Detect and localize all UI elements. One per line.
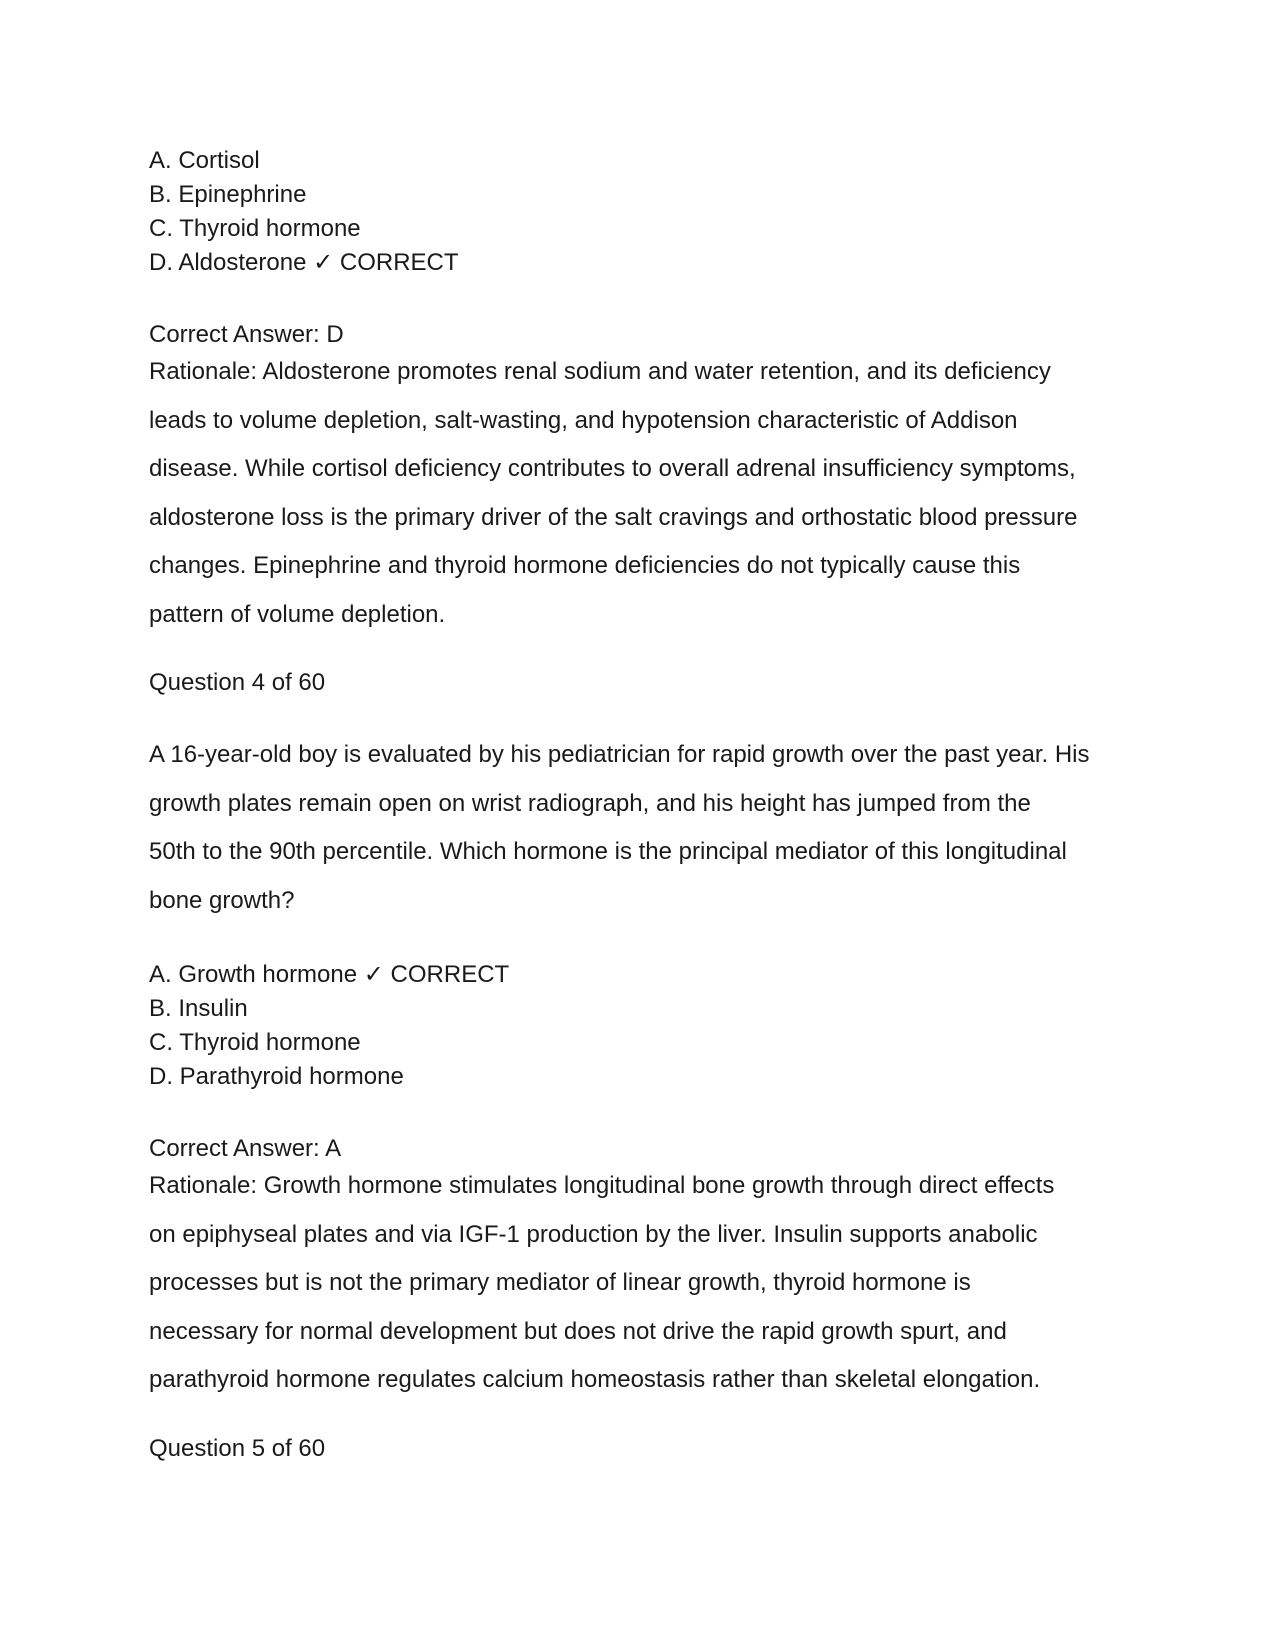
- q4-rationale-line: Rationale: Growth hormone stimulates longitudinal bone growth through direct effects: [149, 1172, 1055, 1199]
- q4-rationale: [149, 1162, 1129, 1405]
- q4-option-a: A. Growth hormone ✓ CORRECT: [149, 961, 510, 988]
- q4-rationale-line: processes but is not the primary mediator of linear growth, thyroid hormone is: [149, 1269, 971, 1297]
- q3-rationale-line: changes. Epinephrine and thyroid hormone deficiencies do not typically cause this: [149, 552, 1021, 580]
- q3-correct-answer: Correct Answer: D: [149, 321, 344, 348]
- q4-heading: Question 4 of 60: [149, 669, 326, 696]
- q3-option-c: C. Thyroid hormone: [149, 215, 361, 242]
- q4-rationale-line: on epiphyseal plates and via IGF-1 production by the liver. Insulin supports anabolic: [149, 1220, 1038, 1248]
- q4-rationale-line: necessary for normal development but does not drive the rapid growth spurt, and: [149, 1317, 1007, 1345]
- q4-stem-line: 50th to the 90th percentile. Which hormone is the principal mediator of this longitudinal: [149, 838, 1067, 866]
- q3-option-b: B. Epinephrine: [149, 181, 307, 208]
- q4-option-d: D. Parathyroid hormone: [149, 1063, 404, 1090]
- q3-rationale-line: aldosterone loss is the primary driver of the salt cravings and orthostatic blood pressure: [149, 503, 1078, 531]
- q4-stem: [149, 731, 1129, 925]
- q3-rationale-line: disease. While cortisol deficiency contributes to overall adrenal insufficiency symptoms,: [149, 455, 1076, 483]
- q3-option-a: A. Cortisol: [149, 147, 260, 174]
- q4-correct-answer: Correct Answer: A: [149, 1135, 342, 1162]
- q3-rationale-line: pattern of volume depletion.: [149, 600, 446, 628]
- q3-rationale: [149, 348, 1129, 640]
- q3-rationale-line: Rationale: Aldosterone promotes renal sodium and water retention, and its deficiency: [149, 358, 1051, 385]
- q4-option-c: C. Thyroid hormone: [149, 1029, 361, 1056]
- q4-rationale-line: parathyroid hormone regulates calcium homeostasis rather than skeletal elongation.: [149, 1366, 1041, 1394]
- q4-stem-line: bone growth?: [149, 886, 295, 914]
- q4-option-b: B. Insulin: [149, 995, 248, 1022]
- q3-rationale-line: leads to volume depletion, salt-wasting, and hypotension characteristic of Addison: [149, 406, 1018, 434]
- q3-option-d: D. Aldosterone ✓ CORRECT: [149, 249, 459, 276]
- q5-heading: Question 5 of 60: [149, 1435, 326, 1462]
- q4-stem-line: A 16-year-old boy is evaluated by his pediatrician for rapid growth over the past year. His: [149, 741, 1090, 768]
- q4-stem-line: growth plates remain open on wrist radiograph, and his height has jumped from the: [149, 789, 1031, 817]
